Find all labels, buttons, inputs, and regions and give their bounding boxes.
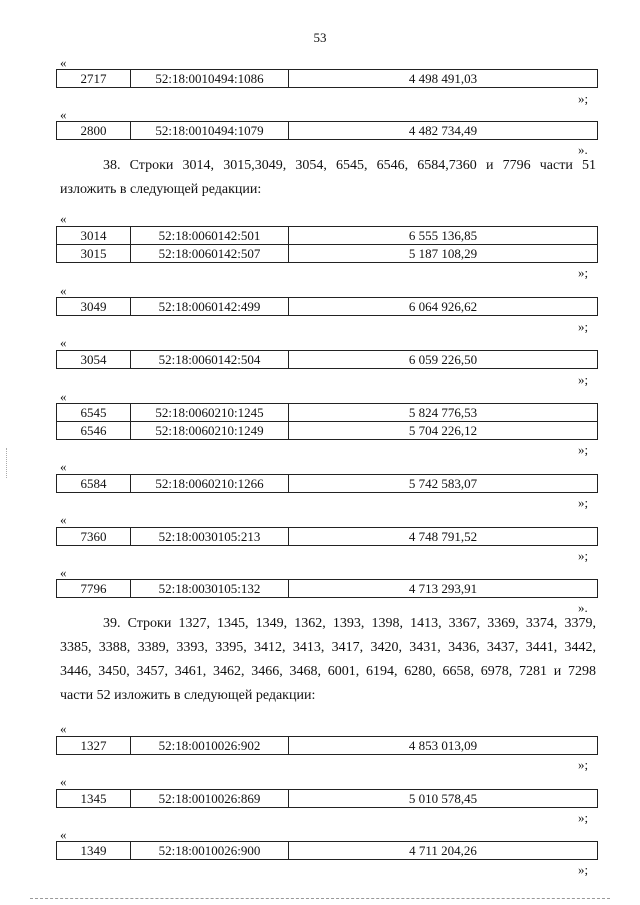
table-row bbox=[57, 404, 597, 422]
paragraph-line: 39. Строки 1327, 1345, 1349, 1362, 1393, 1398, 1413, 3367, 3369, 3374, 3379, bbox=[103, 616, 596, 631]
cadastral-number: 52:18:0010494:1086 bbox=[131, 70, 289, 87]
row-number: 1345 bbox=[57, 790, 131, 807]
table-row bbox=[57, 122, 597, 140]
table-1345 bbox=[56, 789, 598, 808]
quote-open: « bbox=[60, 827, 67, 842]
cadastral-number: 52:18:0010026:902 bbox=[131, 737, 289, 754]
quote-close: »; bbox=[578, 442, 589, 457]
cadastral-value: 6 555 136,85 bbox=[408, 228, 478, 243]
table-row bbox=[57, 70, 597, 88]
table-row bbox=[57, 227, 597, 245]
cadastral-value: 5 704 226,12 bbox=[408, 423, 478, 438]
row-number: 7796 bbox=[57, 580, 131, 597]
quote-close: ». bbox=[578, 142, 588, 157]
cadastral-value: 4 711 204,26 bbox=[409, 843, 477, 858]
cadastral-number: 52:18:0060210:1266 bbox=[131, 475, 289, 492]
row-number: 1327 bbox=[57, 737, 131, 754]
cadastral-number: 52:18:0010026:900 bbox=[131, 842, 289, 859]
quote-open: « bbox=[60, 774, 67, 789]
row-number: 6546 bbox=[57, 422, 131, 439]
paragraph-line: 3385, 3388, 3389, 3393, 3395, 3412, 3413, 3417, 3420, 3431, 3436, 3437, 3441, 3442, bbox=[60, 640, 596, 655]
cadastral-value: 4 713 293,91 bbox=[408, 581, 478, 596]
quote-close: »; bbox=[578, 548, 589, 563]
quote-open: « bbox=[60, 107, 67, 122]
cadastral-value: 4 482 734,49 bbox=[408, 123, 478, 138]
cadastral-value: 5 824 776,53 bbox=[408, 405, 478, 420]
quote-open: « bbox=[60, 565, 67, 580]
cadastral-number: 52:18:0060142:507 bbox=[131, 245, 289, 262]
paragraph-line: части 52 изложить в следующей редакции: bbox=[60, 688, 316, 703]
quote-open: « bbox=[60, 283, 67, 298]
row-number: 3014 bbox=[57, 227, 131, 244]
paragraph-39 bbox=[60, 612, 596, 708]
table-row bbox=[57, 842, 597, 860]
quote-close: »; bbox=[578, 495, 589, 510]
cadastral-value: 4 748 791,52 bbox=[408, 529, 478, 544]
table-row bbox=[57, 351, 597, 369]
quote-open: « bbox=[60, 512, 67, 527]
cadastral-number: 52:18:0060142:499 bbox=[131, 298, 289, 315]
page-number: 53 bbox=[313, 30, 327, 45]
cadastral-number: 52:18:0030105:132 bbox=[131, 580, 289, 597]
cadastral-number: 52:18:0030105:213 bbox=[131, 528, 289, 545]
row-number: 6584 bbox=[57, 475, 131, 492]
cadastral-number: 52:18:0010494:1079 bbox=[131, 122, 289, 139]
quote-close: »; bbox=[578, 265, 589, 280]
table-row bbox=[57, 580, 597, 598]
quote-close: ». bbox=[578, 600, 588, 615]
cadastral-number: 52:18:0060210:1249 bbox=[131, 422, 289, 439]
table-row bbox=[57, 790, 597, 808]
cadastral-number: 52:18:0060210:1245 bbox=[131, 404, 289, 421]
table-7360 bbox=[56, 527, 598, 546]
cadastral-number: 52:18:0060142:501 bbox=[131, 227, 289, 244]
table-row bbox=[57, 422, 597, 440]
cadastral-value: 6 059 226,50 bbox=[408, 352, 478, 367]
row-number: 6545 bbox=[57, 404, 131, 421]
quote-close: »; bbox=[578, 862, 589, 877]
row-number: 7360 bbox=[57, 528, 131, 545]
table-3014-3015 bbox=[56, 226, 598, 263]
quote-open: « bbox=[60, 335, 67, 350]
table-row bbox=[57, 528, 597, 546]
row-number: 3015 bbox=[57, 245, 131, 262]
quote-close: »; bbox=[578, 810, 589, 825]
row-number: 3054 bbox=[57, 351, 131, 368]
cadastral-value: 4 498 491,03 bbox=[408, 71, 478, 86]
row-number: 2800 bbox=[57, 122, 131, 139]
quote-close: »; bbox=[578, 372, 589, 387]
quote-open: « bbox=[60, 459, 67, 474]
row-number: 3049 bbox=[57, 298, 131, 315]
table-2800 bbox=[56, 121, 598, 140]
table-row bbox=[57, 245, 597, 263]
quote-open: « bbox=[60, 55, 67, 70]
table-1327 bbox=[56, 736, 598, 755]
paragraph-line: изложить в следующей редакции: bbox=[60, 182, 262, 197]
row-number: 2717 bbox=[57, 70, 131, 87]
quote-open: « bbox=[60, 389, 67, 404]
quote-open: « bbox=[60, 721, 67, 736]
quote-close: »; bbox=[578, 757, 589, 772]
table-6545-6546 bbox=[56, 403, 598, 440]
quote-open: « bbox=[60, 211, 67, 226]
table-2717 bbox=[56, 69, 598, 88]
cadastral-value: 5 742 583,07 bbox=[408, 476, 478, 491]
table-3049 bbox=[56, 297, 598, 316]
paragraph-38 bbox=[60, 154, 596, 202]
table-1349 bbox=[56, 841, 598, 860]
cadastral-value: 5 187 108,29 bbox=[408, 246, 478, 261]
quote-close: »; bbox=[578, 91, 589, 106]
table-6584 bbox=[56, 474, 598, 493]
table-3054 bbox=[56, 350, 598, 369]
margin-mark bbox=[6, 448, 9, 478]
quote-close: »; bbox=[578, 319, 589, 334]
cadastral-number: 52:18:0060142:504 bbox=[131, 351, 289, 368]
cadastral-number: 52:18:0010026:869 bbox=[131, 790, 289, 807]
table-row bbox=[57, 475, 597, 493]
cadastral-value: 5 010 578,45 bbox=[408, 791, 478, 806]
cadastral-value: 4 853 013,09 bbox=[408, 738, 478, 753]
paragraph-line: 3446, 3450, 3457, 3461, 3462, 3466, 3468, 6001, 6194, 6280, 6658, 6978, 7281 и 7298 bbox=[60, 664, 596, 679]
row-number: 1349 bbox=[57, 842, 131, 859]
paragraph-line: 38. Строки 3014, 3015,3049, 3054, 6545, 6546, 6584,7360 и 7796 части 51 bbox=[103, 158, 596, 173]
cadastral-value: 6 064 926,62 bbox=[408, 299, 478, 314]
footer-rule bbox=[30, 898, 610, 899]
table-row bbox=[57, 298, 597, 316]
table-row bbox=[57, 737, 597, 755]
table-7796 bbox=[56, 579, 598, 598]
